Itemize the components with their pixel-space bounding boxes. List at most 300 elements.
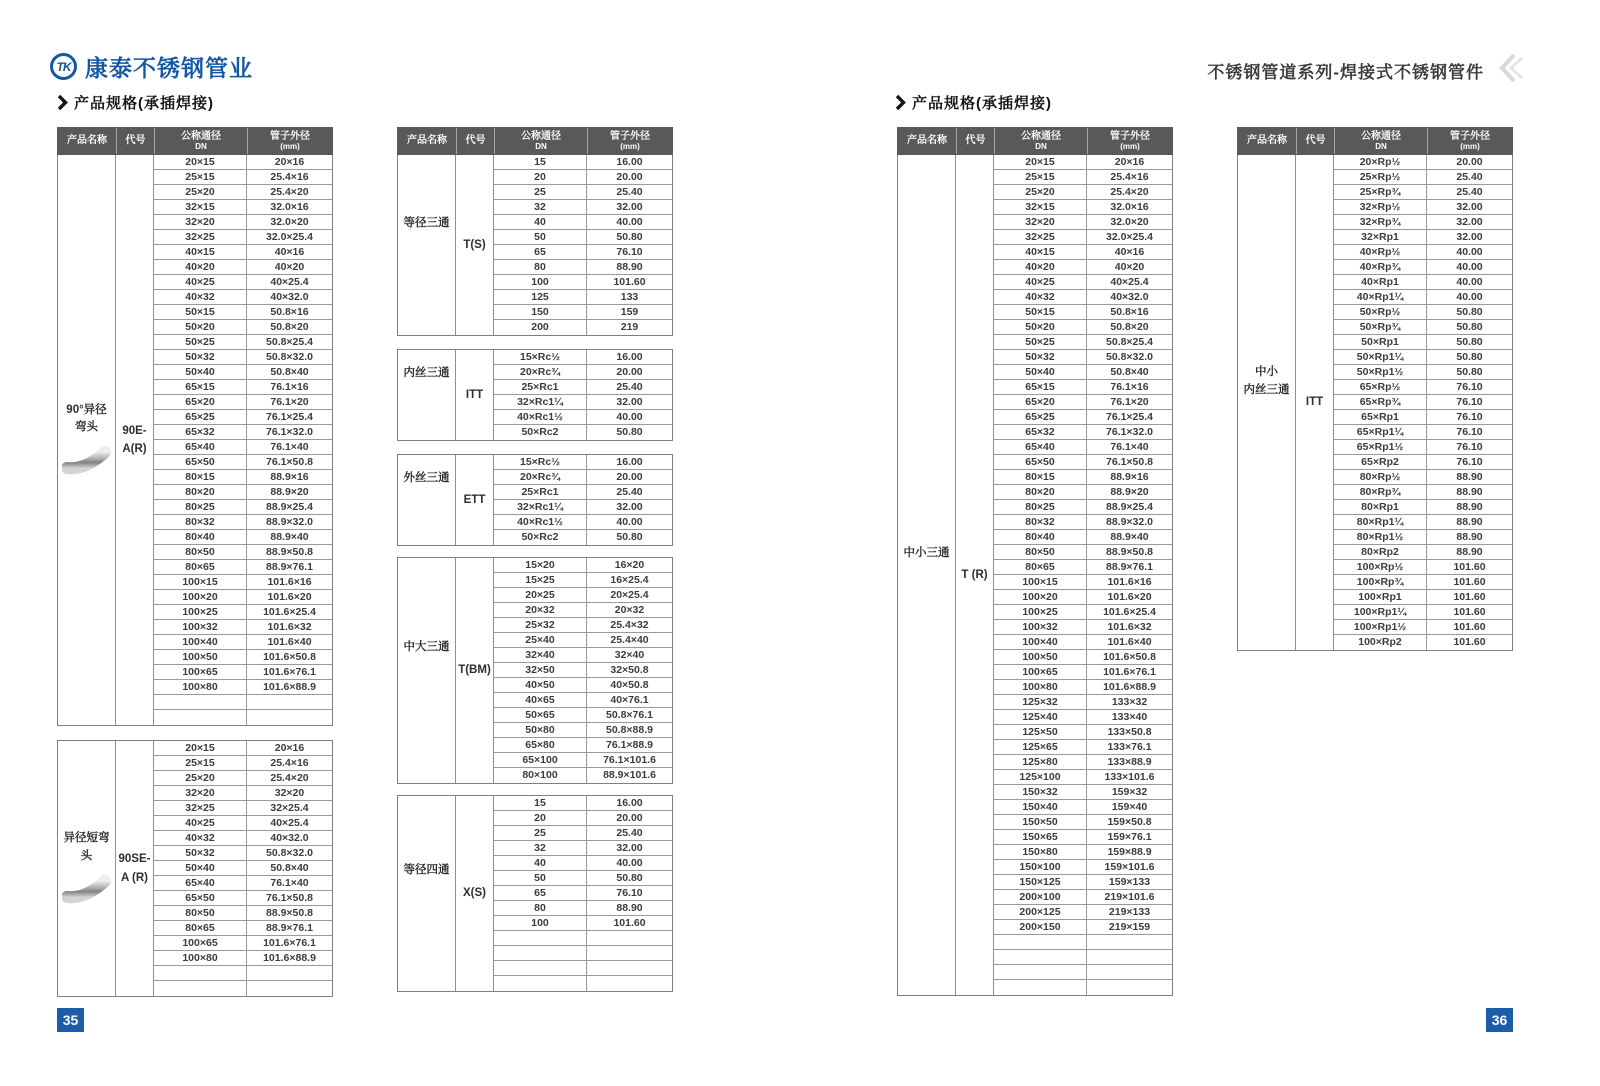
dn-value: 80×Rp¾ — [1334, 485, 1427, 499]
table-row — [154, 470, 332, 485]
od-value: 50.80 — [616, 871, 643, 884]
od-value: 133 — [620, 290, 639, 303]
dn-value: 150×40 — [994, 800, 1087, 814]
dn-value: 80×25 — [994, 500, 1087, 514]
od-value: 101.60 — [1453, 590, 1486, 603]
od-value: 219×101.6 — [1104, 890, 1155, 903]
dn-value: 80×20 — [154, 485, 247, 499]
dn-value: 20×15 — [154, 741, 247, 755]
table-row — [154, 410, 332, 425]
product-name: 异径短弯头 — [63, 832, 110, 862]
table-row — [494, 515, 672, 530]
od-value — [587, 946, 672, 960]
spec-table-xs — [397, 795, 673, 992]
table-row — [494, 588, 672, 603]
od-value: 20×16 — [274, 741, 305, 754]
dn-value — [154, 710, 247, 725]
dn-value: 50×32 — [154, 350, 247, 364]
table-header-row — [57, 127, 333, 155]
product-code: ITT — [1296, 155, 1334, 650]
dn-value: 20×25 — [494, 588, 587, 602]
table-row — [154, 335, 332, 350]
table-row — [994, 935, 1172, 950]
table-row — [1334, 320, 1512, 335]
dn-value: 65×15 — [994, 380, 1087, 394]
od-value: 101.60 — [1453, 605, 1486, 618]
dn-value: 80×40 — [994, 530, 1087, 544]
dn-value: 80×65 — [154, 560, 247, 574]
table-row — [994, 815, 1172, 830]
col-header-dn: 公称通径 DN — [154, 128, 247, 154]
table-row — [994, 365, 1172, 380]
od-value — [247, 695, 332, 709]
od-value: 76.1×50.8 — [265, 891, 313, 904]
od-value: 159×32 — [1111, 785, 1148, 798]
spec-rows — [494, 155, 672, 335]
table-row — [994, 800, 1172, 815]
section-title: 产品规格(承插焊接) — [74, 95, 214, 112]
dn-value: 80×100 — [494, 768, 587, 783]
od-value: 76.10 — [1456, 410, 1483, 423]
table-row — [1334, 170, 1512, 185]
od-value: 101.60 — [1453, 620, 1486, 633]
dn-value: 20×Rc¾ — [494, 365, 587, 379]
od-value: 76.10 — [1456, 455, 1483, 468]
dn-value: 15×Rc½ — [494, 455, 587, 469]
table-row — [154, 590, 332, 605]
table-row — [154, 185, 332, 200]
od-value: 16.00 — [616, 455, 643, 468]
table-row — [154, 741, 332, 756]
od-value: 76.1×50.8 — [265, 455, 313, 468]
table-row — [154, 771, 332, 786]
table-row — [154, 861, 332, 876]
table-row — [494, 946, 672, 961]
od-value: 40×25.4 — [1110, 275, 1149, 288]
table-row — [1334, 425, 1512, 440]
table-row — [494, 856, 672, 871]
dn-value: 15 — [494, 155, 587, 169]
od-value: 32.00 — [1456, 200, 1483, 213]
product-photo-elbow-icon — [62, 443, 112, 478]
od-value: 101.6×76.1 — [263, 936, 316, 949]
od-value — [247, 710, 332, 725]
od-value: 76.1×32.0 — [265, 425, 313, 438]
table-row — [494, 155, 672, 170]
od-value: 76.1×32.0 — [1105, 425, 1153, 438]
dn-value: 125×32 — [994, 695, 1087, 709]
od-value: 101.6×25.4 — [263, 605, 316, 618]
table-header-row — [1237, 127, 1513, 155]
table-row — [154, 530, 332, 545]
od-value: 101.60 — [613, 275, 646, 288]
od-value: 50.8×32.0 — [265, 846, 313, 859]
dn-value: 40×20 — [154, 260, 247, 274]
od-value: 25.4×16 — [270, 170, 309, 183]
dn-value: 100 — [494, 275, 587, 289]
od-value: 32×40 — [614, 648, 645, 661]
table-row — [994, 740, 1172, 755]
dn-value: 32×Rp½ — [1334, 200, 1427, 214]
od-value: 50.8×32.0 — [1105, 350, 1153, 363]
dn-value: 32×Rp1 — [1334, 230, 1427, 244]
table-row — [1334, 545, 1512, 560]
od-value: 88.9×50.8 — [265, 545, 313, 558]
dn-value: 40×25 — [154, 275, 247, 289]
dn-value: 20×Rc¾ — [494, 470, 587, 484]
dn-value: 150×125 — [994, 875, 1087, 889]
dn-value: 32×15 — [154, 200, 247, 214]
od-value: 40.00 — [1456, 260, 1483, 273]
spec-table-tbm — [397, 557, 673, 784]
table-row — [494, 365, 672, 380]
table-row — [994, 575, 1172, 590]
table-row — [494, 305, 672, 320]
table-row — [154, 560, 332, 575]
table-row — [494, 215, 672, 230]
dn-value: 40×20 — [994, 260, 1087, 274]
od-value: 40.00 — [616, 856, 643, 869]
od-value: 40.00 — [1456, 290, 1483, 303]
table-row — [1334, 275, 1512, 290]
dn-value: 80×50 — [994, 545, 1087, 559]
product-name: 中大三通 — [403, 640, 450, 653]
product-name: 内丝三通 — [403, 367, 450, 380]
table-row — [1334, 470, 1512, 485]
table-row — [494, 425, 672, 440]
od-value: 76.10 — [1456, 395, 1483, 408]
table-row — [494, 320, 672, 335]
dn-value: 65×40 — [154, 876, 247, 890]
dn-value: 65×50 — [154, 891, 247, 905]
dn-value: 80×50 — [154, 545, 247, 559]
spec-rows — [494, 455, 672, 545]
dn-value: 50×80 — [494, 723, 587, 737]
product-code: T(S) — [456, 155, 494, 335]
od-value: 88.90 — [1456, 470, 1483, 483]
dn-value: 40 — [494, 215, 587, 229]
product-name-cell — [58, 155, 116, 725]
dn-value: 50×25 — [994, 335, 1087, 349]
od-value: 32.00 — [616, 200, 643, 213]
table-row — [494, 558, 672, 573]
od-value: 40×20 — [1114, 260, 1145, 273]
table-row — [154, 290, 332, 305]
od-value: 88.9×32.0 — [265, 515, 313, 528]
table-row — [994, 425, 1172, 440]
table-row — [494, 395, 672, 410]
product-code: ITT — [456, 350, 494, 440]
od-value: 133×50.8 — [1107, 725, 1152, 738]
od-value: 40.00 — [616, 215, 643, 228]
dn-value: 50×Rc2 — [494, 530, 587, 545]
dn-value: 200 — [494, 320, 587, 335]
dn-value: 40×Rp½ — [1334, 245, 1427, 259]
table-row — [994, 710, 1172, 725]
dn-value: 150×100 — [994, 860, 1087, 874]
table-row — [1334, 215, 1512, 230]
dn-value: 20×32 — [494, 603, 587, 617]
od-value: 219×133 — [1108, 905, 1151, 918]
product-name: 中小 内丝三通 — [1243, 366, 1290, 396]
col-header-code: 代号 — [956, 128, 994, 154]
table-row — [154, 786, 332, 801]
page-number-right: 36 — [1486, 1008, 1513, 1032]
od-value: 20×25.4 — [610, 588, 649, 601]
od-value — [587, 961, 672, 975]
od-value: 88.90 — [1456, 485, 1483, 498]
table-row — [154, 635, 332, 650]
dn-value: 100×32 — [154, 620, 247, 634]
col-header-dn: 公称通径 DN — [1334, 128, 1427, 154]
od-value: 88.9×101.6 — [603, 769, 656, 782]
od-value: 40×32.0 — [270, 290, 309, 303]
dn-value: 50×Rp¾ — [1334, 320, 1427, 334]
dn-value: 40×Rc1½ — [494, 515, 587, 529]
od-value: 88.90 — [1456, 500, 1483, 513]
product-name-cell — [398, 796, 456, 991]
table-row — [994, 380, 1172, 395]
dn-value: 65×25 — [154, 410, 247, 424]
od-value: 32.00 — [616, 395, 643, 408]
table-row — [994, 620, 1172, 635]
dn-value: 80 — [494, 260, 587, 274]
table-row — [154, 801, 332, 816]
od-value — [587, 931, 672, 945]
table-row — [994, 695, 1172, 710]
table-row — [1334, 560, 1512, 575]
dn-value: 50 — [494, 871, 587, 885]
od-value: 101.6×50.8 — [1103, 650, 1156, 663]
table-row — [994, 530, 1172, 545]
od-value: 50.80 — [1456, 365, 1483, 378]
table-row — [1334, 395, 1512, 410]
od-value: 76.1×20 — [270, 395, 309, 408]
dn-value — [994, 980, 1087, 995]
table-row — [994, 890, 1172, 905]
table-row — [994, 290, 1172, 305]
od-value: 25.40 — [616, 380, 643, 393]
product-name-cell — [398, 558, 456, 783]
col-header-dn: 公称通径 DN — [494, 128, 587, 154]
table-row — [994, 830, 1172, 845]
table-row — [1334, 635, 1512, 650]
od-value: 50.80 — [1456, 335, 1483, 348]
table-row — [994, 845, 1172, 860]
od-value: 88.9×25.4 — [265, 500, 313, 513]
table-row — [994, 305, 1172, 320]
table-row — [994, 875, 1172, 890]
od-value: 50.8×40 — [270, 365, 309, 378]
dn-value: 80×Rp1 — [1334, 500, 1427, 514]
od-value: 25.40 — [616, 485, 643, 498]
dn-value: 80×65 — [994, 560, 1087, 574]
product-name: 外丝三通 — [403, 472, 450, 485]
dn-value: 32×15 — [994, 200, 1087, 214]
dn-value: 100×65 — [154, 665, 247, 679]
table-row — [494, 485, 672, 500]
dn-value: 100×80 — [994, 680, 1087, 694]
table-row — [494, 916, 672, 931]
dn-value: 32×Rc1¼ — [494, 395, 587, 409]
product-photo-cross-icon — [402, 886, 452, 925]
od-value: 40×32.0 — [1110, 290, 1149, 303]
product-name-cell — [58, 741, 116, 996]
od-value: 25.40 — [616, 185, 643, 198]
od-value: 76.1×40 — [270, 876, 309, 889]
product-photo-tee-icon — [402, 240, 452, 275]
spec-table-ts — [397, 127, 673, 336]
table-row — [494, 260, 672, 275]
dn-value: 65×Rp1¼ — [1334, 425, 1427, 439]
dn-value: 50×32 — [154, 846, 247, 860]
table-row — [154, 936, 332, 951]
table-row — [1334, 155, 1512, 170]
table-row — [1334, 590, 1512, 605]
dn-value — [154, 981, 247, 996]
od-value: 40.00 — [616, 515, 643, 528]
dn-value — [994, 950, 1087, 964]
dn-value: 65×Rp¾ — [1334, 395, 1427, 409]
od-value: 20.00 — [616, 170, 643, 183]
product-name-cell — [398, 455, 456, 545]
od-value: 32.0×25.4 — [265, 230, 313, 243]
table-row — [994, 680, 1172, 695]
dn-value: 100×65 — [994, 665, 1087, 679]
table-row — [994, 905, 1172, 920]
od-value: 159×50.8 — [1107, 815, 1152, 828]
od-value: 101.6×88.9 — [263, 680, 316, 693]
od-value: 76.1×16 — [270, 380, 309, 393]
dn-value: 150×32 — [994, 785, 1087, 799]
dn-value: 25×15 — [154, 170, 247, 184]
dn-value: 15×Rc½ — [494, 350, 587, 364]
od-value: 133×40 — [1111, 710, 1148, 723]
table-row — [994, 455, 1172, 470]
dn-value: 25×15 — [994, 170, 1087, 184]
product-photo-tee-icon — [902, 570, 952, 605]
table-row — [994, 770, 1172, 785]
spec-rows — [994, 155, 1172, 995]
table-row — [494, 603, 672, 618]
table-header-row — [397, 127, 673, 155]
table-row — [994, 410, 1172, 425]
table-row — [994, 860, 1172, 875]
dn-value: 20×15 — [154, 155, 247, 169]
dn-value: 40×25 — [994, 275, 1087, 289]
dn-value: 65×32 — [154, 425, 247, 439]
od-value: 20×32 — [614, 603, 645, 616]
dn-value: 50×Rp1 — [1334, 335, 1427, 349]
table-row — [1334, 260, 1512, 275]
dn-value: 65×32 — [994, 425, 1087, 439]
od-value: 50.8×88.9 — [605, 723, 653, 736]
dn-value: 65×25 — [994, 410, 1087, 424]
dn-value: 100×15 — [154, 575, 247, 589]
od-value: 76.1×50.8 — [1105, 455, 1153, 468]
product-photo-tee-icon — [1242, 406, 1292, 441]
dn-value: 125×100 — [994, 770, 1087, 784]
table-row — [994, 260, 1172, 275]
table-row — [494, 530, 672, 545]
table-row — [154, 695, 332, 710]
table-row — [994, 605, 1172, 620]
table-row — [154, 230, 332, 245]
table-row — [494, 170, 672, 185]
dn-value: 40×25 — [154, 816, 247, 830]
od-value — [1087, 965, 1172, 979]
table-row — [994, 170, 1172, 185]
dn-value: 25×Rp¾ — [1334, 185, 1427, 199]
dn-value: 40×Rp1 — [1334, 275, 1427, 289]
table-row — [494, 678, 672, 693]
od-value: 16×25.4 — [610, 573, 649, 586]
spec-rows — [1334, 155, 1512, 650]
table-row — [494, 796, 672, 811]
table-row — [994, 755, 1172, 770]
od-value: 101.6×40 — [1107, 635, 1152, 648]
od-value: 40.00 — [1456, 245, 1483, 258]
od-value — [247, 981, 332, 996]
od-value: 40×16 — [274, 245, 305, 258]
table-row — [494, 663, 672, 678]
od-value: 88.9×76.1 — [1105, 560, 1153, 573]
dn-value: 80×32 — [994, 515, 1087, 529]
table-row — [154, 500, 332, 515]
od-value: 20.00 — [616, 365, 643, 378]
table-row — [154, 200, 332, 215]
dn-value: 80×Rp1½ — [1334, 530, 1427, 544]
product-code: T(BM) — [456, 558, 494, 783]
dn-value: 80 — [494, 901, 587, 915]
table-row — [154, 951, 332, 966]
od-value: 50.8×25.4 — [265, 335, 313, 348]
table-row — [494, 901, 672, 916]
table-row — [154, 395, 332, 410]
od-value: 88.90 — [1456, 545, 1483, 558]
table-row — [1334, 350, 1512, 365]
od-value: 101.6×20 — [267, 590, 312, 603]
od-value: 133×32 — [1111, 695, 1148, 708]
od-value: 32.0×16 — [270, 200, 309, 213]
table-row — [994, 215, 1172, 230]
dn-value: 65×Rp2 — [1334, 455, 1427, 469]
table-row — [154, 756, 332, 771]
dn-value: 100×15 — [994, 575, 1087, 589]
od-value: 101.6×20 — [1107, 590, 1152, 603]
od-value: 50.8×16 — [270, 305, 309, 318]
od-value: 50.80 — [1456, 350, 1483, 363]
table-row — [994, 245, 1172, 260]
table-row — [994, 635, 1172, 650]
table-row — [494, 200, 672, 215]
od-value: 101.6×32 — [1107, 620, 1152, 633]
table-row — [154, 981, 332, 996]
dn-value: 65×20 — [154, 395, 247, 409]
od-value: 101.60 — [1453, 560, 1486, 573]
spec-table-90se-ar — [57, 740, 333, 997]
od-value: 76.10 — [1456, 440, 1483, 453]
dn-value: 50×20 — [154, 320, 247, 334]
od-value: 32.0×25.4 — [1105, 230, 1153, 243]
table-row — [494, 455, 672, 470]
dn-value: 100×25 — [154, 605, 247, 619]
od-value — [1087, 980, 1172, 995]
dn-value: 65×20 — [994, 395, 1087, 409]
dn-value: 40×32 — [994, 290, 1087, 304]
table-row — [994, 920, 1172, 935]
col-header-od: 管子外径 (mm) — [1087, 128, 1172, 154]
